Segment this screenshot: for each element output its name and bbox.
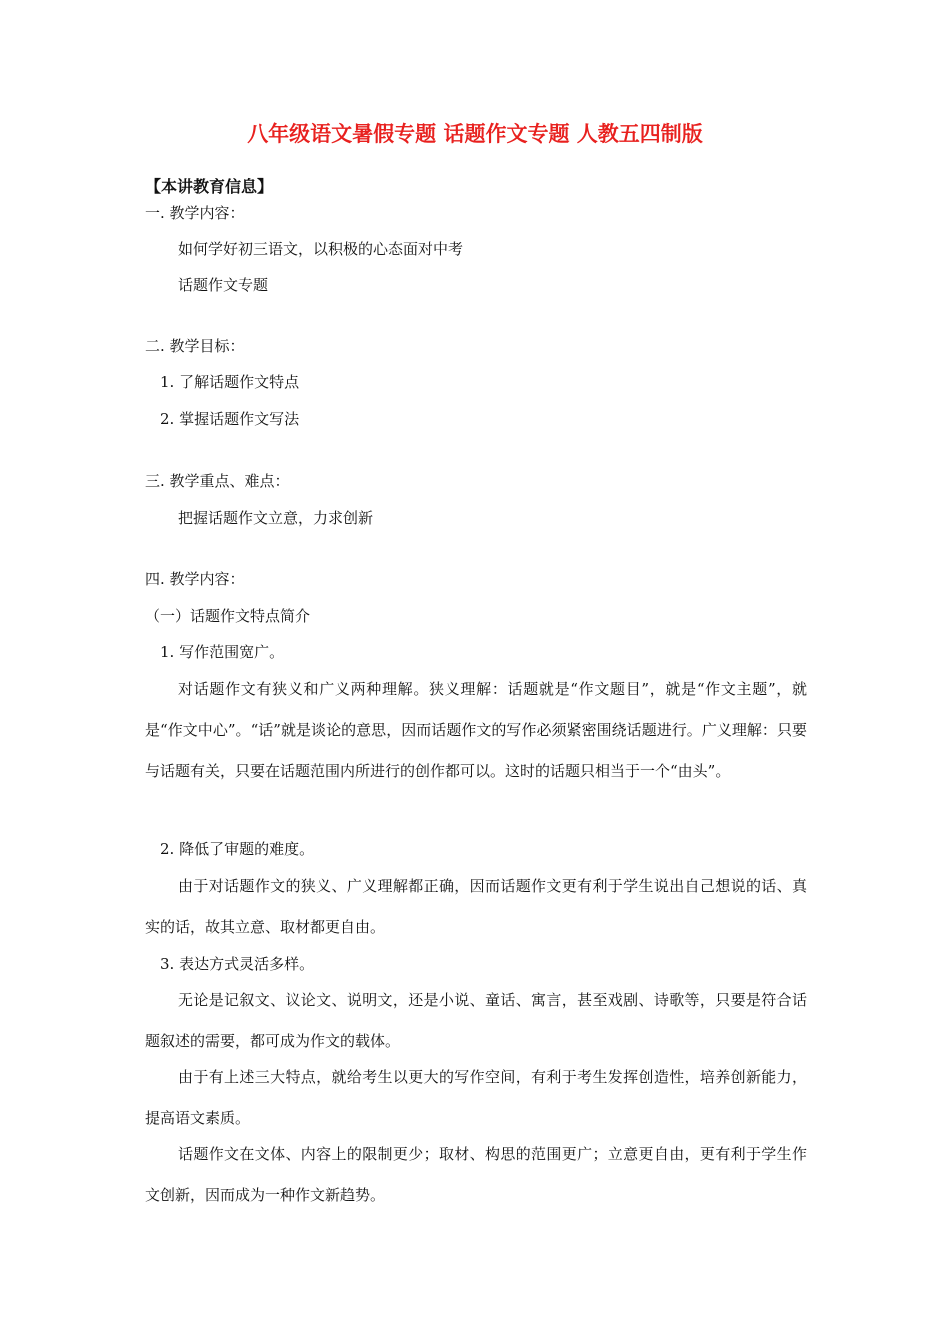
feature-paragraph-1: 对话题作文有狭义和广义两种理解。狭义理解：话题就是“作文题目”，就是“作文主题”，就是“作文中心”。“话”就是谈论的意思，因而话题作文的写作必须紧密围绕话题进行。广义理解：只要与话题有关，只要在话题范围内所进行的创作都可以。这时的话题只相当于一个“由头”。 bbox=[145, 680, 807, 780]
summary-paragraph-1: 由于有上述三大特点，就给考生以更大的写作空间，有利于考生发挥创造性，培养创新能力，提高语文素质。 bbox=[145, 1068, 807, 1127]
summary-paragraph-2: 话题作文在文体、内容上的限制更少；取材、构思的范围更广；立意更自由，更有利于学生作文创新，因而成为一种作文新趋势。 bbox=[145, 1145, 807, 1204]
teaching-content-item: 如何学好初三语文，以积极的心态面对中考 bbox=[178, 240, 464, 258]
heading-teaching-content: 一. 教学内容： bbox=[145, 204, 245, 222]
feature-paragraph-3: 无论是记叙文、议论文、说明文，还是小说、童话、寓言，甚至戏剧、诗歌等，只要是符合话题叙述的需要，都可成为作文的载体。 bbox=[145, 991, 807, 1050]
teaching-content-item: 话题作文专题 bbox=[178, 276, 269, 294]
section-header: 【本讲教育信息】 bbox=[145, 177, 274, 196]
feature-heading-1: 1. 写作范围宽广。 bbox=[160, 643, 285, 661]
subheading-features: （一）话题作文特点简介 bbox=[145, 607, 311, 625]
heading-key-points: 三. 教学重点、难点： bbox=[145, 472, 290, 490]
key-point-item: 把握话题作文立意，力求创新 bbox=[178, 509, 374, 527]
teaching-goal-item: 2. 掌握话题作文写法 bbox=[160, 410, 300, 428]
feature-heading-2: 2. 降低了审题的难度。 bbox=[160, 840, 315, 858]
teaching-goal-item: 1. 了解话题作文特点 bbox=[160, 373, 300, 391]
heading-lesson-content: 四. 教学内容： bbox=[145, 570, 245, 588]
heading-teaching-goals: 二. 教学目标： bbox=[145, 337, 245, 355]
document-title: 八年级语文暑假专题 话题作文专题 人教五四制版 bbox=[247, 121, 703, 146]
feature-paragraph-2: 由于对话题作文的狭义、广义理解都正确，因而话题作文更有利于学生说出自己想说的话、真实的话，故其立意、取材都更自由。 bbox=[145, 877, 807, 936]
feature-heading-3: 3. 表达方式灵活多样。 bbox=[160, 955, 315, 973]
